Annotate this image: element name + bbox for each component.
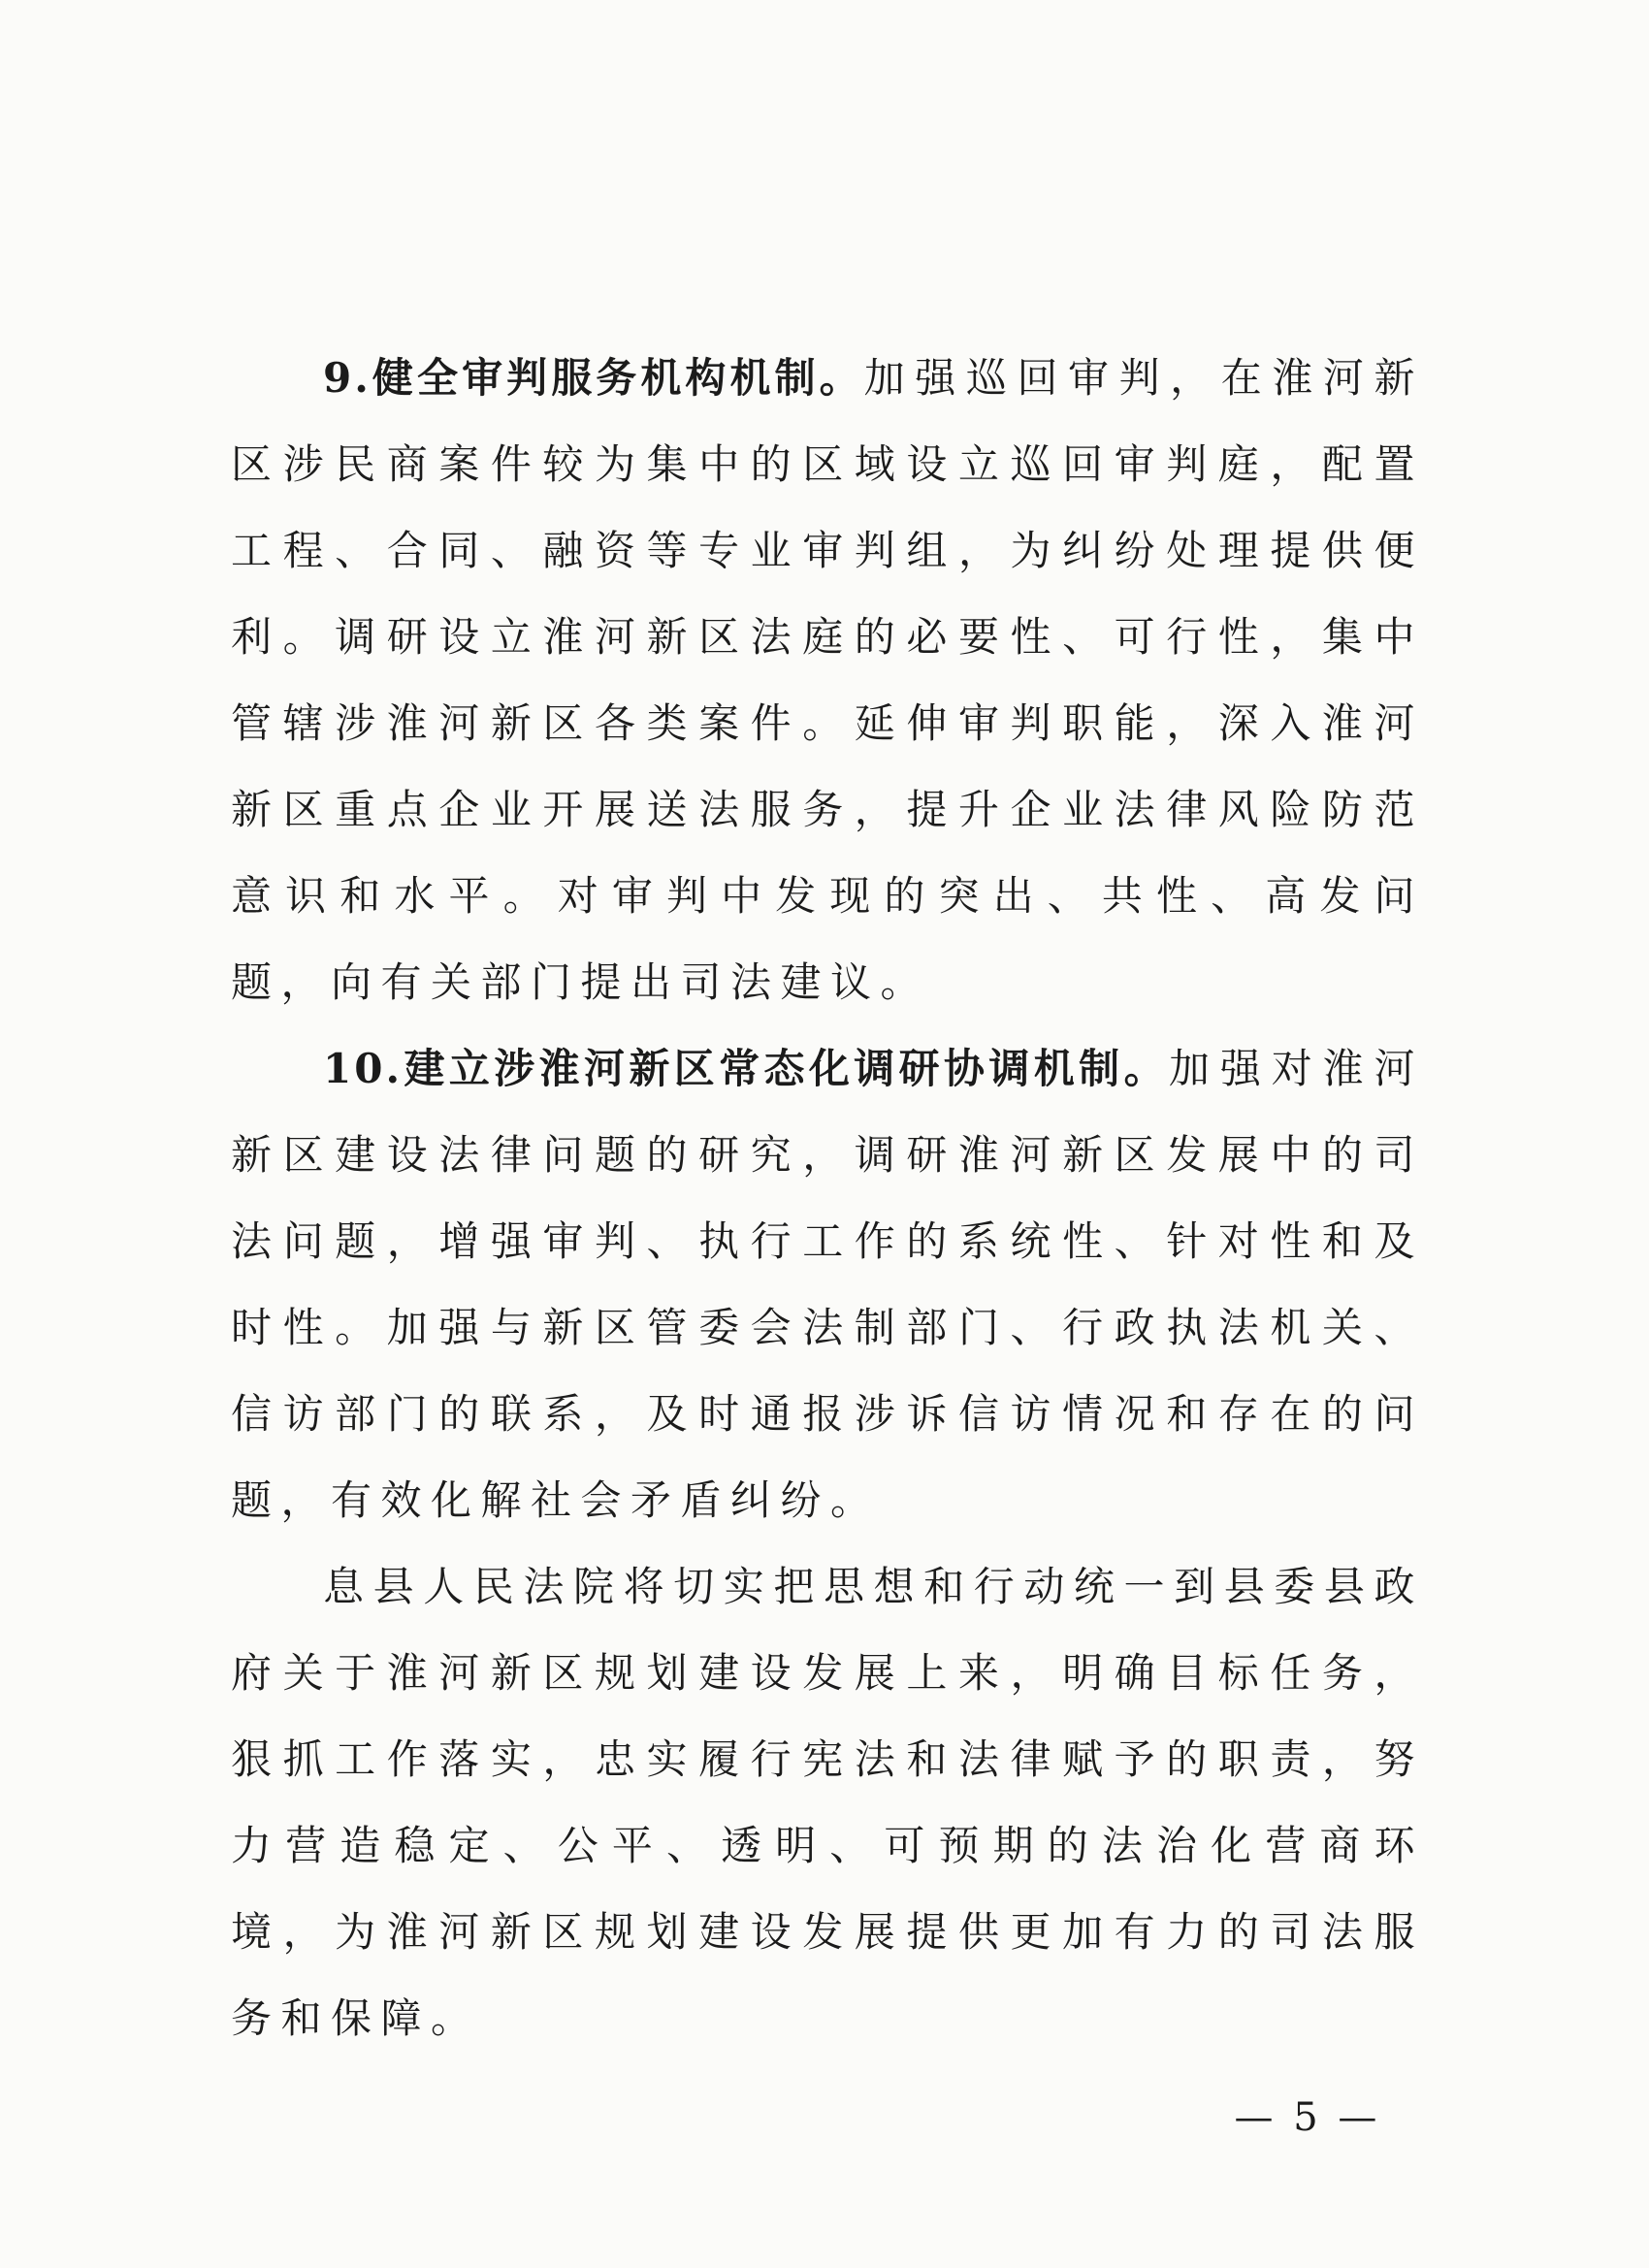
paragraph-10 [231, 1025, 1424, 1543]
paragraph-9 [231, 335, 1424, 1025]
page-number: — 5 — [1234, 2095, 1381, 2140]
paragraph-10-heading: 10.建立涉淮河新区常态化调研协调机制。 [323, 1045, 1169, 1092]
paragraph-10-text: 加强对淮河新区建设法律问题的研究，调研淮河新区发展中的司法问题，增强审判、执行工作的系统性、针对性和及时性。加强与新区管委会法制部门、行政执法机关、信访部门的联系，及时通报涉诉信访情况和存在的问题，有效化解社会矛盾纠纷。 [231, 1045, 1424, 1524]
paragraph-9-text: 加强巡回审判，在淮河新区涉民商案件较为集中的区域设立巡回审判庭，配置工程、合同、融资等专业审判组，为纠纷处理提供便利。调研设立淮河新区法庭的必要性、可行性，集中管辖涉淮河新区各类案件。延伸审判职能，深入淮河新区重点企业开展送法服务，提升企业法律风险防范意识和水平。对审判中发现的突出、共性、高发问题，向有关部门提出司法建议。 [231, 354, 1424, 1006]
closing-paragraph-text: 息县人民法院将切实把思想和行动统一到县委县政府关于淮河新区规划建设发展上来，明确目标任务，狠抓工作落实，忠实履行宪法和法律赋予的职责，努力营造稳定、公平、透明、可预期的法治化营商环境，为淮河新区规划建设发展提供更加有力的司法服务和保障。 [231, 1563, 1424, 2042]
document-body [231, 335, 1424, 2061]
paragraph-9-heading: 9.健全审判服务机构机制。 [323, 354, 864, 402]
closing-paragraph [231, 1543, 1424, 2061]
